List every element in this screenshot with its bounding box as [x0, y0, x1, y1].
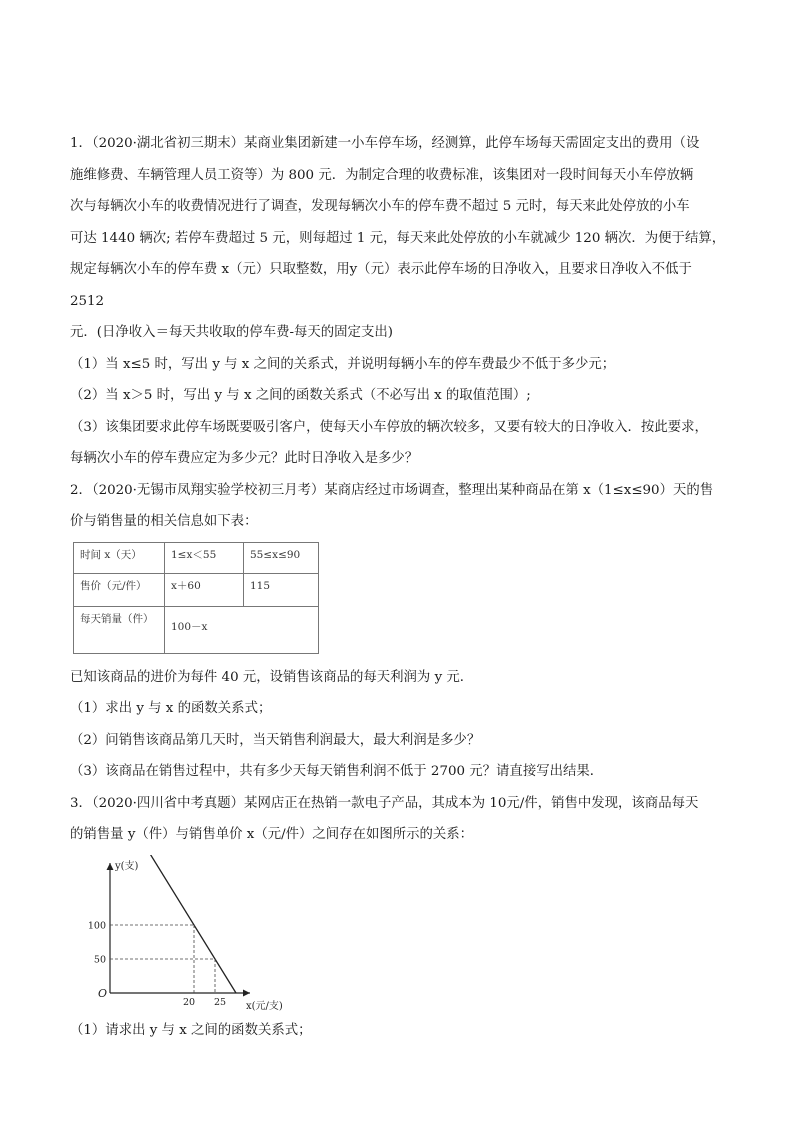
problem-1-subquestion: （1）当 x≤5 时，写出 y 与 x 之间的关系式，并说明每辆小车的停车费最少不低于多少元； — [70, 356, 616, 372]
table-cell: 售价（元/件） — [74, 573, 165, 606]
problem-1-line: 规定每辆次小车的停车费 x（元）只取整数，用y（元）表示此停车场的日净收入，且要求日净收入不低于 2512 — [70, 262, 697, 309]
problem-3-line: 的销售量 y（件）与销售单价 x（元/件）之间存在如图所示的关系： — [70, 827, 474, 842]
table-cell: 每天销量（件） — [74, 606, 165, 653]
problem-3 — [70, 788, 730, 1047]
problem-1-subquestion: （3）该集团要求此停车场既要吸引客户，使每天小车停放的辆次较多，又要有较大的日净收入．按此要求， — [70, 419, 708, 435]
table-cell: 100－x — [165, 606, 319, 653]
content — [70, 128, 730, 1046]
problem-1-subquestion: （2）当 x＞5 时，写出 y 与 x 之间的函数关系式（不必写出 x 的取值范围）; — [70, 388, 531, 403]
table-cell: x＋60 — [165, 573, 244, 606]
table-header-cell: 55≤x≤90 — [244, 542, 319, 573]
series-line — [131, 855, 236, 993]
y-tick-label: 50 — [93, 954, 106, 965]
problem-3-subquestion: （1）请求出 y 与 x 之间的函数关系式； — [70, 1022, 312, 1038]
problem-1-line: 元．(日净收入＝每天共收取的停车费-每天的固定支出) — [70, 325, 393, 340]
problem-2-subquestion: （3）该商品在销售过程中，共有多少天每天销售利润不低于 2700 元？请直接写出结果． — [70, 764, 604, 779]
origin-label: O — [98, 986, 108, 1000]
problem-1 — [70, 128, 730, 475]
problem-1-subquestion: 每辆次小车的停车费应定为多少元？此时日净收入是多少？ — [70, 451, 419, 466]
problem-3-line: 3．（2020·四川省中考真题）某网店正在热销一款电子产品，其成本为 10元/件，销售中发现，该商品每天 — [70, 795, 699, 811]
problem-2-line: 2．（2020·无锡市凤翔实验学校初三月考）某商店经过市场调查，整理出某种商品在第 x（1≤x≤90）天的售 — [70, 482, 714, 498]
problem-2-line: 已知该商品的进价为每件 40 元，设销售该商品的每天利润为 y 元． — [70, 669, 474, 685]
table-header-cell: 1≤x＜55 — [165, 542, 244, 573]
sales-graph — [82, 855, 302, 1015]
table-header-cell: 时间 x（天） — [74, 542, 165, 573]
y-axis-label: y(支) — [115, 860, 139, 872]
price-sales-table — [73, 542, 319, 654]
problem-2-subquestion: （1）求出 y 与 x 的函数关系式； — [70, 701, 272, 716]
table-cell: 115 — [244, 573, 319, 606]
problem-2-line: 价与销售量的相关信息如下表： — [70, 514, 258, 529]
x-tick-label: 20 — [182, 996, 196, 1008]
problem-1-line: 可达 1440 辆次; 若停车费超过 5 元，则每超过 1 元，每天来此处停放的小车就减少 120 辆次．为便于结算， — [70, 230, 726, 246]
x-tick-label: 25 — [213, 996, 227, 1008]
y-tick-label: 100 — [87, 920, 106, 931]
problem-1-line: 次与每辆次小车的收费情况进行了调查，发现每辆次小车的停车费不超过 5 元时，每天来此处停放的小车 — [70, 199, 690, 214]
problem-2 — [70, 475, 730, 788]
problem-1-line: 施维修费、车辆管理人员工资等）为 800 元．为制定合理的收费标准，该集团对一段时间每天小车停放辆 — [70, 167, 694, 183]
problem-2-subquestion: （2）问销售该商品第几天时，当天销售利润最大，最大利润是多少？ — [70, 732, 481, 748]
problem-1-line: 1．（2020·湖北省初三期末）某商业集团新建一小车停车场，经测算，此停车场每天需固定支出的费用（设 — [70, 136, 700, 151]
graph-svg — [82, 855, 302, 1015]
x-axis-label: x(元/支) — [246, 1000, 283, 1012]
